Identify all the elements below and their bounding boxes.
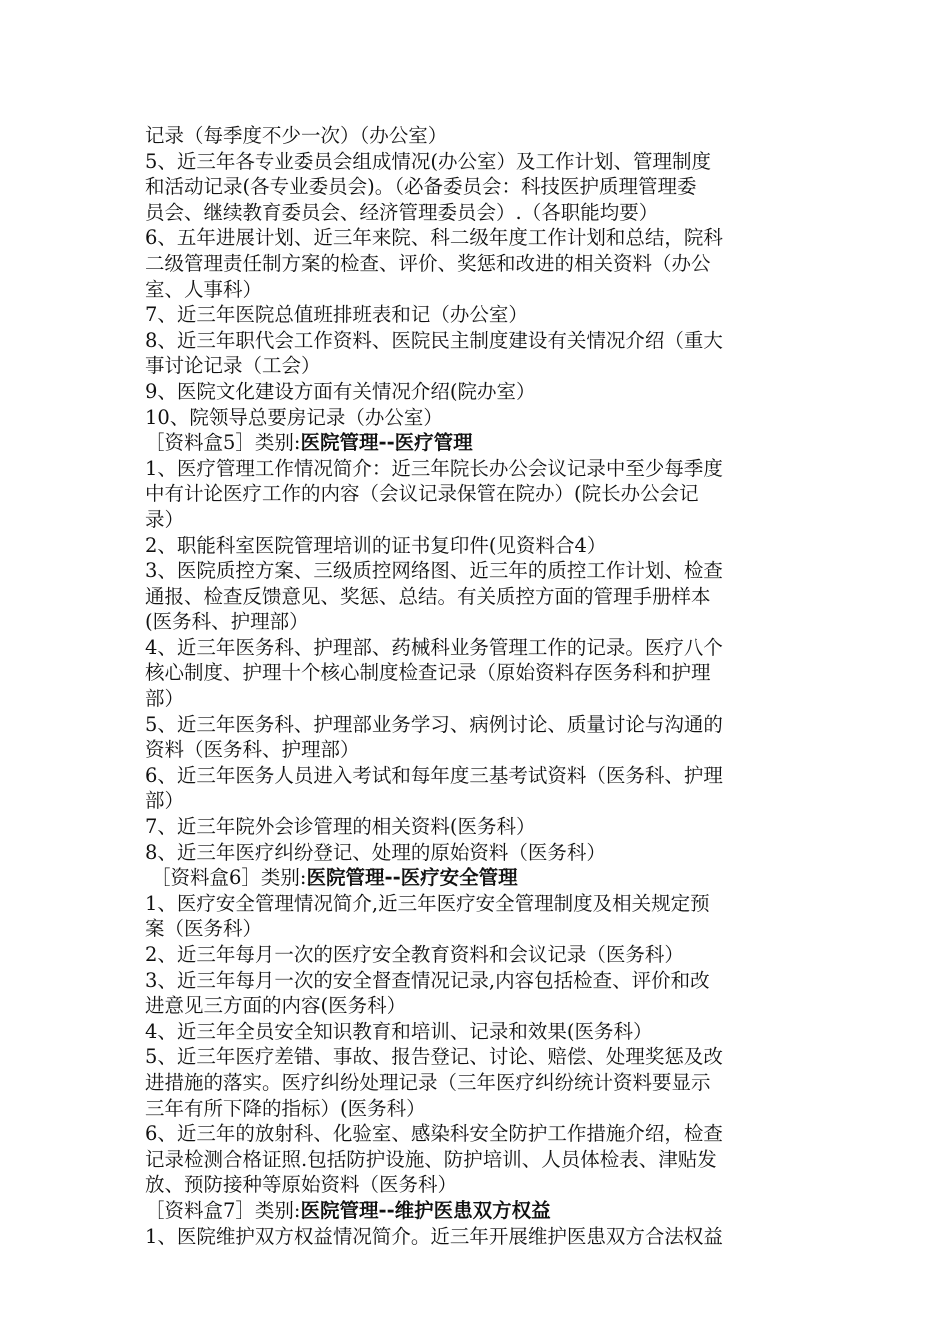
box7-heading [145, 1198, 807, 1224]
text-line: 9、医院文化建设方面有关情况介绍(院办室） [145, 379, 536, 403]
box6-title: 医院管理--医疗安全管理 [306, 866, 518, 890]
text-line: 中有计论医疗工作的内容（会议记录保管在院办）(院长办公会记 [145, 482, 699, 506]
text-line: 5、近三年医疗差错、事故、报告登记、讨论、赔偿、处理奖惩及改 [145, 1045, 723, 1069]
text-line: 5、近三年医务科、护理部业务学习、病例讨论、质量讨论与沟通的 [145, 712, 723, 736]
intro-section [145, 123, 807, 430]
text-line: 6、五年进展计划、近三年来院、科二级年度工作计划和总结，院科 [145, 226, 723, 250]
text-line: 10、院领导总要房记录（办公室） [145, 405, 443, 429]
text-line: 通报、检查反馈意见、奖惩、总结。有关质控方面的管理手册样本 [145, 584, 711, 608]
text-line: 7、近三年院外会诊管理的相关资料(医务科） [145, 815, 536, 839]
text-line: 7、近三年医院总值班排班表和记（办公室） [145, 303, 528, 327]
text-line: 资料（医务科、护理部） [145, 738, 360, 762]
box5-title: 医院管理--医疗管理 [300, 431, 473, 455]
text-line: 4、近三年医务科、护理部、药械科业务管理工作的记录。医疗八个 [145, 635, 723, 659]
text-line: 案（医务科） [145, 917, 263, 941]
text-line: 2、近三年每月一次的医疗安全教育资料和会议记录（医务科） [145, 943, 684, 966]
text-line: 3、近三年每月一次的安全督查情况记录,内容包括检查、评价和改 [145, 968, 710, 992]
text-line: 三年有所下降的指标）(医务科） [145, 1096, 426, 1120]
text-line: 2、职能科室医院管理培训的证书复印件(见资料合4） [145, 533, 607, 557]
box5-label: ［资料盒5］类别: [145, 431, 301, 455]
text-line: 1、医疗安全管理情况简介,近三年医疗安全管理制度及相关规定预 [145, 891, 710, 915]
text-line: 4、近三年全员安全知识教育和培训、记录和效果(医务科） [145, 1019, 653, 1043]
text-line: 录） [145, 507, 185, 531]
text-line: 核心制度、护理十个核心制度检查记录（原始资料存医务科和护理 [145, 661, 711, 685]
box5-heading [145, 430, 807, 456]
text-line: 1、医疗管理工作情况简介：近三年院长办公会议记录中至少每季度 [145, 456, 723, 480]
box7-title: 医院管理--维护医患双方权益 [300, 1198, 551, 1222]
box5-section [145, 430, 807, 865]
text-line: 部） [145, 687, 185, 711]
text-line: 6、近三年医务人员进入考试和每年度三基考试资料（医务科、护理 [145, 763, 723, 787]
text-line: 员会、继续教育委员会、经济管理委员会）.（各职能均要） [145, 200, 659, 224]
text-line: 二级管理责任制方案的检查、评价、奖惩和改进的相关资料（办公 [145, 251, 711, 275]
text-line: 进措施的落实。医疗纠纷处理记录（三年医疗纠纷统计资料要显示 [145, 1070, 711, 1094]
text-line: 放、预防接种等原始资料（医务科） [145, 1173, 458, 1197]
text-line: 记录（每季度不少一次）（办公室） [145, 124, 448, 147]
text-line: 5、近三年各专业委员会组成情况(办公室）及工作计划、管理制度 [145, 149, 712, 173]
box6-section [145, 865, 807, 1198]
text-line: 3、医院质控方案、三级质控网络图、近三年的质控工作计划、检查 [145, 559, 723, 583]
box6-label: ［资料盒6］类别: [151, 866, 307, 890]
box7-section [145, 1198, 807, 1249]
text-line: 事讨论记录（工会） [145, 354, 321, 378]
text-line: 1、医院维护双方权益情况简介。近三年开展维护医患双方合法权益 [145, 1224, 723, 1248]
text-line: 和活动记录(各专业委员会)。（必备委员会：科技医护质理管理委 [145, 175, 697, 199]
text-line: (医务科、护理部） [145, 610, 309, 634]
text-line: 部） [145, 789, 185, 813]
box6-heading [145, 865, 807, 891]
text-line: 6、近三年的放射科、化验室、感染科安全防护工作措施介绍，检查 [145, 1122, 723, 1146]
text-line: 进意见三方面的内容(医务科） [145, 994, 407, 1018]
text-line: 8、近三年职代会工作资料、医院民主制度建设有关情况介绍（重大 [145, 328, 723, 352]
box7-label: ［资料盒7］类别: [145, 1198, 301, 1222]
text-line: 记录检测合格证照.包括防护设施、防护培训、人员体检表、津贴发 [145, 1147, 717, 1171]
text-line: 室、人事科） [145, 277, 263, 301]
document-page [145, 123, 807, 1249]
text-line: 8、近三年医疗纠纷登记、处理的原始资料（医务科） [145, 840, 606, 864]
